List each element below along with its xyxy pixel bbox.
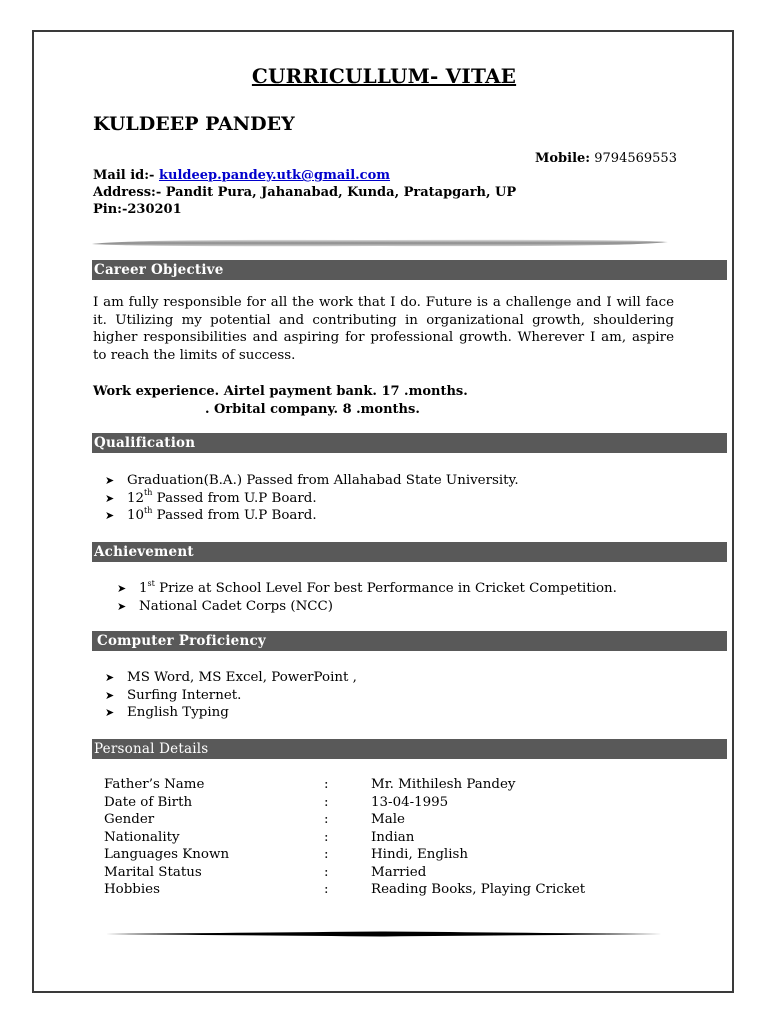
row-value: 13-04-1995 xyxy=(371,794,449,810)
section-header-personal xyxy=(92,739,727,759)
row-key: Marital Status xyxy=(104,864,202,880)
candidate-name: KULDEEP PANDEY xyxy=(93,113,295,135)
arrowhead-bullet-icon: ➤ xyxy=(117,599,127,613)
section-header-career xyxy=(92,260,727,280)
arrowhead-bullet-icon: ➤ xyxy=(105,509,115,523)
superscript: th xyxy=(144,505,153,515)
section-header-computer xyxy=(92,631,727,651)
decorative-divider xyxy=(92,237,668,249)
arrowhead-bullet-icon: ➤ xyxy=(105,491,115,505)
item-text: Graduation(B.A.) Passed from Allahabad State University. xyxy=(127,473,519,488)
list-item xyxy=(105,490,519,508)
email-link[interactable]: kuldeep.pandey.utk@gmail.com xyxy=(158,168,391,183)
table-row xyxy=(104,794,585,812)
table-row xyxy=(104,881,585,899)
personal-details-table xyxy=(104,776,585,899)
career-objective-text: I am fully responsible for all the work that I do. Future is a challenge and I will face it. Utilizing my potential and contributing in organizational growth, shouldering higher responsibilities and aspiring for professional growth. Wherever I am, aspire to reach the limits of success. xyxy=(93,295,674,363)
arrowhead-bullet-icon: ➤ xyxy=(105,688,115,702)
document-title: CURRICULLUM- VITAE xyxy=(251,64,517,88)
row-separator: : xyxy=(324,777,329,792)
section-header-achievement xyxy=(92,542,727,562)
mail-label: Mail id:- xyxy=(93,168,155,183)
row-value: Married xyxy=(371,864,427,880)
row-key: Hobbies xyxy=(104,882,160,897)
row-separator: : xyxy=(324,847,329,862)
table-row xyxy=(104,864,585,882)
row-key: Gender xyxy=(104,812,155,827)
arrowhead-bullet-icon: ➤ xyxy=(105,706,115,720)
section-title: Qualification xyxy=(94,435,196,451)
section-title: Personal Details xyxy=(94,741,209,757)
list-item xyxy=(105,704,357,722)
row-separator: : xyxy=(324,794,329,810)
list-item xyxy=(117,598,617,616)
row-value: Hindi, English xyxy=(371,847,468,862)
pin-line: Pin:-230201 xyxy=(93,202,182,217)
table-row xyxy=(104,811,585,829)
row-key: Date of Birth xyxy=(104,794,193,810)
row-separator: : xyxy=(324,864,329,880)
computer-list xyxy=(105,669,357,722)
arrowhead-bullet-icon: ➤ xyxy=(105,671,115,684)
item-text: 1 xyxy=(139,581,148,596)
section-title: Career Objective xyxy=(94,262,224,278)
mobile-label: Mobile: xyxy=(535,151,591,166)
section-header-qualification xyxy=(92,433,727,453)
table-row xyxy=(104,829,585,847)
row-value: Mr. Mithilesh Pandey xyxy=(371,777,516,792)
table-row xyxy=(104,776,585,794)
row-key: Languages Known xyxy=(104,847,230,862)
list-item xyxy=(117,580,617,598)
section-title: Achievement xyxy=(94,544,194,560)
item-text: MS Word, MS Excel, PowerPoint , xyxy=(127,670,357,685)
row-separator: : xyxy=(324,829,329,845)
row-value: Reading Books, Playing Cricket xyxy=(371,882,586,897)
row-separator: : xyxy=(324,812,329,827)
superscript: th xyxy=(144,488,153,498)
item-text: 12 xyxy=(127,490,145,506)
list-item xyxy=(105,687,357,705)
row-key: Nationality xyxy=(104,829,180,845)
row-separator: : xyxy=(324,882,329,897)
item-text: Passed from U.P Board. xyxy=(152,508,317,524)
arrowhead-bullet-icon: ➤ xyxy=(117,582,127,595)
list-item xyxy=(105,669,357,687)
section-title: Computer Proficiency xyxy=(97,633,266,649)
achievement-list xyxy=(117,580,617,615)
row-value: Male xyxy=(371,812,405,827)
item-text: Surfing Internet. xyxy=(127,687,242,703)
work-experience xyxy=(93,383,468,418)
mobile-value: 9794569553 xyxy=(594,151,677,166)
decorative-divider xyxy=(106,930,662,938)
mobile-line xyxy=(535,151,677,166)
work-line-2: . Orbital company. 8 .months. xyxy=(205,401,420,417)
row-value: Indian xyxy=(371,829,415,845)
item-text: Passed from U.P Board. xyxy=(152,490,317,506)
arrowhead-bullet-icon: ➤ xyxy=(105,474,115,487)
item-text: Prize at School Level For best Performance in Cricket Competition. xyxy=(154,581,617,596)
qualification-list xyxy=(105,472,519,525)
table-row xyxy=(104,846,585,864)
mail-line xyxy=(93,167,516,184)
item-text: English Typing xyxy=(127,705,229,721)
item-text: National Cadet Corps (NCC) xyxy=(139,598,334,614)
superscript: st xyxy=(147,578,155,588)
item-text: 10 xyxy=(127,508,145,524)
address-line: Address:- Pandit Pura, Jahanabad, Kunda, Pratapgarh, UP xyxy=(93,185,517,200)
contact-block xyxy=(93,167,516,218)
work-line-1: Work experience. Airtel payment bank. 17 .months. xyxy=(93,384,468,399)
row-key: Father’s Name xyxy=(104,777,205,792)
list-item xyxy=(105,472,519,490)
list-item xyxy=(105,507,519,525)
